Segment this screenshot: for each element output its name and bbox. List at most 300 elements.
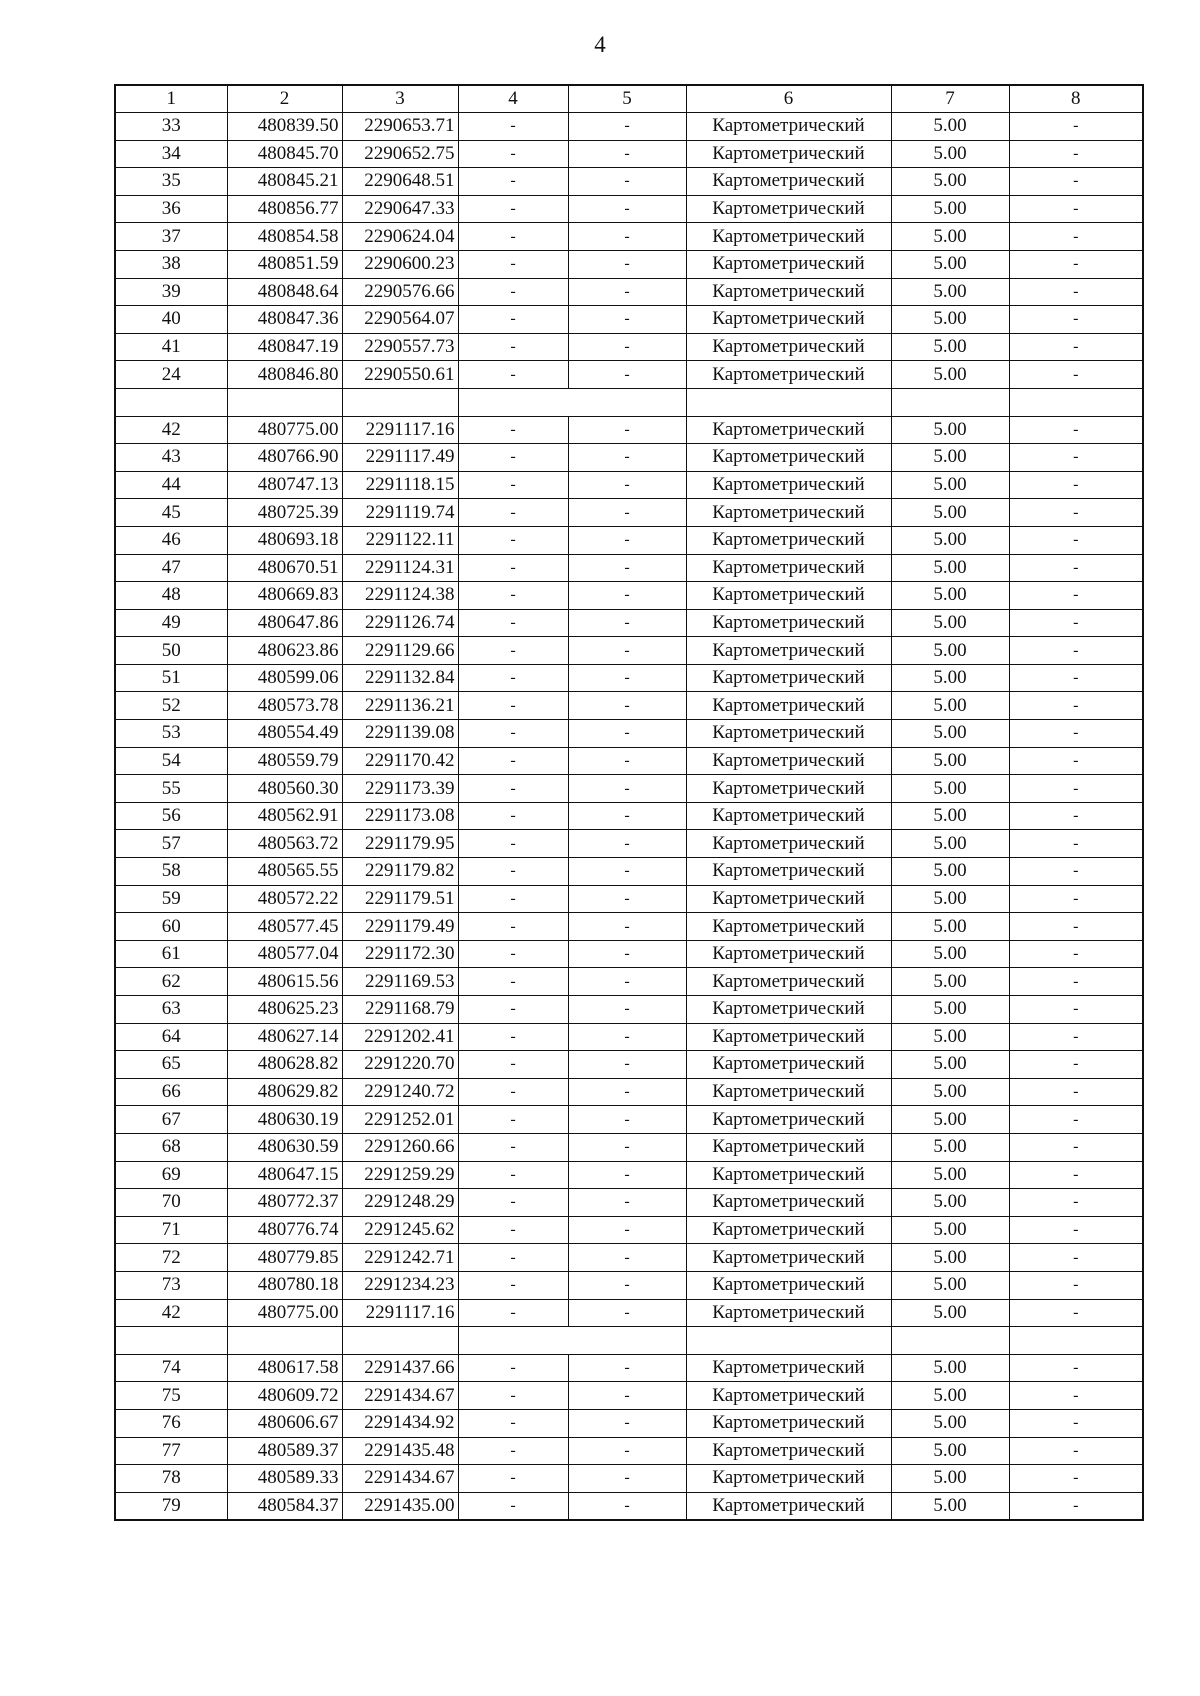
table-row <box>115 582 1143 610</box>
table-cell-col-8: - <box>1009 444 1143 472</box>
table-cell-col-8: - <box>1009 720 1143 748</box>
table-cell-col-2: 480627.14 <box>227 1023 342 1051</box>
table-cell-col-4: - <box>458 1437 568 1465</box>
table-row <box>115 554 1143 582</box>
table-cell-col-8: - <box>1009 526 1143 554</box>
table-cell-col-3: 2290624.04 <box>342 223 458 251</box>
table-cell-col-3: 2290564.07 <box>342 306 458 334</box>
table-cell-col-7: 5.00 <box>891 195 1009 223</box>
table-cell-col-6: Картометрический <box>686 1492 891 1520</box>
table-cell-col-8: - <box>1009 361 1143 389</box>
table-cell-col-2: 480772.37 <box>227 1189 342 1217</box>
table-header-row <box>115 85 1143 113</box>
table-cell-col-6: Картометрический <box>686 1161 891 1189</box>
table-cell-col-3: 2291202.41 <box>342 1023 458 1051</box>
table-cell-col-2: 480780.18 <box>227 1271 342 1299</box>
empty-cell <box>891 1327 1009 1355</box>
table-cell-col-2: 480609.72 <box>227 1382 342 1410</box>
table-cell-col-1: 33 <box>115 113 227 141</box>
table-cell-col-7: 5.00 <box>891 858 1009 886</box>
table-cell-col-1: 69 <box>115 1161 227 1189</box>
table-cell-col-8: - <box>1009 1133 1143 1161</box>
table-cell-col-4: - <box>458 1216 568 1244</box>
table-cell-col-1: 73 <box>115 1271 227 1299</box>
table-cell-col-3: 2291259.29 <box>342 1161 458 1189</box>
table-cell-col-2: 480693.18 <box>227 526 342 554</box>
table-cell-col-2: 480577.04 <box>227 940 342 968</box>
table-cell-col-2: 480572.22 <box>227 885 342 913</box>
table-cell-col-1: 46 <box>115 526 227 554</box>
table-cell-col-7: 5.00 <box>891 444 1009 472</box>
table-cell-col-6: Картометрический <box>686 1133 891 1161</box>
table-cell-col-7: 5.00 <box>891 802 1009 830</box>
table-cell-col-7: 5.00 <box>891 747 1009 775</box>
table-cell-col-8: - <box>1009 885 1143 913</box>
table-cell-col-6: Картометрический <box>686 747 891 775</box>
table-row <box>115 306 1143 334</box>
table-cell-col-5: - <box>568 968 686 996</box>
table-cell-col-2: 480617.58 <box>227 1354 342 1382</box>
table-cell-col-8: - <box>1009 1492 1143 1520</box>
table-cell-col-8: - <box>1009 554 1143 582</box>
table-row <box>115 1492 1143 1520</box>
table-cell-col-4: - <box>458 1382 568 1410</box>
empty-cell <box>458 388 686 416</box>
table-cell-col-4: - <box>458 692 568 720</box>
table-cell-col-2: 480615.56 <box>227 968 342 996</box>
table-row <box>115 1078 1143 1106</box>
table-cell-col-6: Картометрический <box>686 444 891 472</box>
table-cell-col-1: 55 <box>115 775 227 803</box>
table-cell-col-3: 2290647.33 <box>342 195 458 223</box>
table-cell-col-6: Картометрический <box>686 802 891 830</box>
table-cell-col-2: 480563.72 <box>227 830 342 858</box>
table-cell-col-5: - <box>568 1465 686 1493</box>
table-cell-col-7: 5.00 <box>891 1023 1009 1051</box>
table-cell-col-8: - <box>1009 471 1143 499</box>
table-cell-col-8: - <box>1009 996 1143 1024</box>
table-cell-col-1: 76 <box>115 1409 227 1437</box>
table-cell-col-2: 480670.51 <box>227 554 342 582</box>
table-cell-col-3: 2291173.08 <box>342 802 458 830</box>
table-cell-col-2: 480669.83 <box>227 582 342 610</box>
table-cell-col-3: 2291179.49 <box>342 913 458 941</box>
table-cell-col-5: - <box>568 361 686 389</box>
table-cell-col-8: - <box>1009 858 1143 886</box>
column-header-2: 2 <box>227 85 342 113</box>
table-row <box>115 747 1143 775</box>
table-cell-col-1: 45 <box>115 499 227 527</box>
table-cell-col-2: 480623.86 <box>227 637 342 665</box>
table-cell-col-8: - <box>1009 968 1143 996</box>
table-cell-col-3: 2290576.66 <box>342 278 458 306</box>
table-cell-col-6: Картометрический <box>686 1078 891 1106</box>
table-cell-col-8: - <box>1009 1189 1143 1217</box>
table-cell-col-2: 480589.33 <box>227 1465 342 1493</box>
table-cell-col-5: - <box>568 1189 686 1217</box>
table-cell-col-2: 480845.21 <box>227 168 342 196</box>
table-cell-col-7: 5.00 <box>891 416 1009 444</box>
table-cell-col-3: 2291132.84 <box>342 664 458 692</box>
table-cell-col-4: - <box>458 113 568 141</box>
table-cell-col-1: 59 <box>115 885 227 913</box>
empty-cell <box>342 1327 458 1355</box>
table-cell-col-2: 480599.06 <box>227 664 342 692</box>
table-cell-col-8: - <box>1009 499 1143 527</box>
table-cell-col-1: 50 <box>115 637 227 665</box>
empty-cell <box>115 388 227 416</box>
table-cell-col-1: 44 <box>115 471 227 499</box>
table-cell-col-5: - <box>568 1078 686 1106</box>
table-cell-col-7: 5.00 <box>891 1271 1009 1299</box>
table-cell-col-8: - <box>1009 1465 1143 1493</box>
table-cell-col-7: 5.00 <box>891 830 1009 858</box>
table-cell-col-5: - <box>568 830 686 858</box>
table-cell-col-5: - <box>568 444 686 472</box>
table-cell-col-5: - <box>568 1354 686 1382</box>
table-row <box>115 775 1143 803</box>
table-cell-col-2: 480554.49 <box>227 720 342 748</box>
table-row <box>115 499 1143 527</box>
table-cell-col-6: Картометрический <box>686 775 891 803</box>
table-cell-col-7: 5.00 <box>891 140 1009 168</box>
table-cell-col-8: - <box>1009 582 1143 610</box>
table-cell-col-5: - <box>568 416 686 444</box>
table-cell-col-3: 2291179.82 <box>342 858 458 886</box>
table-cell-col-2: 480562.91 <box>227 802 342 830</box>
table-cell-col-4: - <box>458 499 568 527</box>
table-cell-col-3: 2291124.38 <box>342 582 458 610</box>
empty-cell <box>1009 388 1143 416</box>
table-cell-col-5: - <box>568 885 686 913</box>
table-cell-col-5: - <box>568 223 686 251</box>
table-cell-col-8: - <box>1009 1161 1143 1189</box>
table-cell-col-8: - <box>1009 168 1143 196</box>
table-cell-col-4: - <box>458 416 568 444</box>
table-cell-col-3: 2291179.95 <box>342 830 458 858</box>
table-cell-col-2: 480845.70 <box>227 140 342 168</box>
table-cell-col-8: - <box>1009 416 1143 444</box>
table-cell-col-3: 2290648.51 <box>342 168 458 196</box>
table-row <box>115 526 1143 554</box>
table-cell-col-1: 40 <box>115 306 227 334</box>
table-row <box>115 1354 1143 1382</box>
table-cell-col-1: 38 <box>115 250 227 278</box>
table-cell-col-6: Картометрический <box>686 140 891 168</box>
table-cell-col-6: Картометрический <box>686 1465 891 1493</box>
table-cell-col-5: - <box>568 940 686 968</box>
table-cell-col-2: 480573.78 <box>227 692 342 720</box>
table-cell-col-5: - <box>568 1244 686 1272</box>
table-cell-col-6: Картометрический <box>686 1354 891 1382</box>
table-cell-col-2: 480629.82 <box>227 1078 342 1106</box>
table-cell-col-5: - <box>568 913 686 941</box>
table-cell-col-8: - <box>1009 1409 1143 1437</box>
table-cell-col-4: - <box>458 1133 568 1161</box>
table-cell-col-5: - <box>568 720 686 748</box>
table-cell-col-5: - <box>568 692 686 720</box>
table-cell-col-3: 2291172.30 <box>342 940 458 968</box>
table-cell-col-5: - <box>568 637 686 665</box>
table-cell-col-3: 2291117.16 <box>342 416 458 444</box>
table-cell-col-2: 480776.74 <box>227 1216 342 1244</box>
table-cell-col-7: 5.00 <box>891 1133 1009 1161</box>
table-cell-col-5: - <box>568 775 686 803</box>
table-cell-col-8: - <box>1009 1078 1143 1106</box>
table-cell-col-2: 480851.59 <box>227 250 342 278</box>
table-cell-col-4: - <box>458 1244 568 1272</box>
table-cell-col-7: 5.00 <box>891 1161 1009 1189</box>
table-cell-col-2: 480565.55 <box>227 858 342 886</box>
table-cell-col-1: 37 <box>115 223 227 251</box>
table-cell-col-2: 480577.45 <box>227 913 342 941</box>
table-cell-col-7: 5.00 <box>891 582 1009 610</box>
table-cell-col-7: 5.00 <box>891 609 1009 637</box>
table-cell-col-7: 5.00 <box>891 250 1009 278</box>
table-cell-col-7: 5.00 <box>891 1216 1009 1244</box>
table-row <box>115 471 1143 499</box>
table-cell-col-2: 480847.36 <box>227 306 342 334</box>
table-cell-col-1: 61 <box>115 940 227 968</box>
table-cell-col-1: 78 <box>115 1465 227 1493</box>
table-cell-col-3: 2291434.92 <box>342 1409 458 1437</box>
table-cell-col-1: 65 <box>115 1051 227 1079</box>
table-cell-col-8: - <box>1009 1051 1143 1079</box>
table-cell-col-2: 480847.19 <box>227 333 342 361</box>
table-cell-col-6: Картометрический <box>686 113 891 141</box>
table-cell-col-1: 54 <box>115 747 227 775</box>
table-cell-col-4: - <box>458 609 568 637</box>
table-cell-col-1: 47 <box>115 554 227 582</box>
table-cell-col-5: - <box>568 471 686 499</box>
empty-cell <box>227 1327 342 1355</box>
table-cell-col-1: 39 <box>115 278 227 306</box>
table-cell-col-1: 49 <box>115 609 227 637</box>
table-cell-col-6: Картометрический <box>686 1382 891 1410</box>
table-cell-col-7: 5.00 <box>891 1106 1009 1134</box>
table-cell-col-2: 480647.15 <box>227 1161 342 1189</box>
table-cell-col-3: 2291139.08 <box>342 720 458 748</box>
table-cell-col-4: - <box>458 637 568 665</box>
table-row <box>115 1244 1143 1272</box>
table-cell-col-5: - <box>568 113 686 141</box>
table-cell-col-4: - <box>458 223 568 251</box>
table-cell-col-4: - <box>458 361 568 389</box>
table-cell-col-6: Картометрический <box>686 1023 891 1051</box>
empty-cell <box>891 388 1009 416</box>
table-cell-col-1: 52 <box>115 692 227 720</box>
table-row <box>115 1133 1143 1161</box>
table-cell-col-5: - <box>568 582 686 610</box>
table-row <box>115 885 1143 913</box>
table-row <box>115 609 1143 637</box>
table-cell-col-8: - <box>1009 913 1143 941</box>
table-cell-col-4: - <box>458 1023 568 1051</box>
table-cell-col-1: 64 <box>115 1023 227 1051</box>
table-cell-col-2: 480856.77 <box>227 195 342 223</box>
table-cell-col-8: - <box>1009 940 1143 968</box>
empty-cell <box>686 388 891 416</box>
table-cell-col-2: 480775.00 <box>227 416 342 444</box>
table-cell-col-7: 5.00 <box>891 637 1009 665</box>
table-row <box>115 968 1143 996</box>
table-cell-col-6: Картометрический <box>686 858 891 886</box>
table-cell-col-5: - <box>568 1161 686 1189</box>
table-cell-col-6: Картометрический <box>686 940 891 968</box>
table-cell-col-4: - <box>458 250 568 278</box>
table-cell-col-8: - <box>1009 802 1143 830</box>
table-cell-col-8: - <box>1009 1271 1143 1299</box>
table-cell-col-5: - <box>568 250 686 278</box>
table-cell-col-7: 5.00 <box>891 885 1009 913</box>
table-cell-col-5: - <box>568 664 686 692</box>
table-cell-col-5: - <box>568 140 686 168</box>
table-cell-col-5: - <box>568 1409 686 1437</box>
table-cell-col-6: Картометрический <box>686 1299 891 1327</box>
table-cell-col-7: 5.00 <box>891 1051 1009 1079</box>
table-cell-col-4: - <box>458 1492 568 1520</box>
table-cell-col-4: - <box>458 968 568 996</box>
table-cell-col-1: 63 <box>115 996 227 1024</box>
table-cell-col-8: - <box>1009 1244 1143 1272</box>
table-cell-col-2: 480779.85 <box>227 1244 342 1272</box>
table-cell-col-1: 72 <box>115 1244 227 1272</box>
table-cell-col-4: - <box>458 996 568 1024</box>
table-cell-col-4: - <box>458 830 568 858</box>
table-cell-col-8: - <box>1009 195 1143 223</box>
table-cell-col-6: Картометрический <box>686 499 891 527</box>
table-cell-col-6: Картометрический <box>686 333 891 361</box>
table-cell-col-5: - <box>568 278 686 306</box>
table-cell-col-1: 35 <box>115 168 227 196</box>
table-cell-col-6: Картометрический <box>686 885 891 913</box>
table-row <box>115 140 1143 168</box>
table-cell-col-6: Картометрический <box>686 471 891 499</box>
table-cell-col-4: - <box>458 913 568 941</box>
table-cell-col-7: 5.00 <box>891 968 1009 996</box>
table-cell-col-5: - <box>568 526 686 554</box>
table-cell-col-3: 2291435.00 <box>342 1492 458 1520</box>
table-cell-col-1: 67 <box>115 1106 227 1134</box>
table-cell-col-7: 5.00 <box>891 1244 1009 1272</box>
table-row <box>115 692 1143 720</box>
table-cell-col-6: Картометрический <box>686 1437 891 1465</box>
empty-cell <box>458 1327 686 1355</box>
table-cell-col-5: - <box>568 1492 686 1520</box>
table-cell-col-8: - <box>1009 609 1143 637</box>
table-row <box>115 858 1143 886</box>
table-cell-col-3: 2291234.23 <box>342 1271 458 1299</box>
table-cell-col-3: 2291169.53 <box>342 968 458 996</box>
table-row <box>115 1409 1143 1437</box>
table-cell-col-6: Картометрический <box>686 609 891 637</box>
table-cell-col-8: - <box>1009 1216 1143 1244</box>
table-cell-col-7: 5.00 <box>891 471 1009 499</box>
table-cell-col-5: - <box>568 168 686 196</box>
table-cell-col-3: 2291252.01 <box>342 1106 458 1134</box>
table-cell-col-1: 43 <box>115 444 227 472</box>
table-cell-col-6: Картометрический <box>686 582 891 610</box>
table-cell-col-5: - <box>568 1216 686 1244</box>
table-cell-col-6: Картометрический <box>686 913 891 941</box>
table-cell-col-6: Картометрический <box>686 968 891 996</box>
table-cell-col-1: 58 <box>115 858 227 886</box>
table-cell-col-3: 2291136.21 <box>342 692 458 720</box>
table-cell-col-7: 5.00 <box>891 333 1009 361</box>
table-cell-col-2: 480628.82 <box>227 1051 342 1079</box>
table-cell-col-8: - <box>1009 223 1143 251</box>
table-row <box>115 913 1143 941</box>
table-row <box>115 664 1143 692</box>
table-cell-col-7: 5.00 <box>891 1465 1009 1493</box>
table-cell-col-5: - <box>568 1382 686 1410</box>
table-cell-col-6: Картометрический <box>686 195 891 223</box>
table-cell-col-3: 2290557.73 <box>342 333 458 361</box>
table-cell-col-7: 5.00 <box>891 306 1009 334</box>
table-cell-col-6: Картометрический <box>686 526 891 554</box>
table-cell-col-7: 5.00 <box>891 1492 1009 1520</box>
table-cell-col-6: Картометрический <box>686 361 891 389</box>
table-cell-col-5: - <box>568 499 686 527</box>
table-cell-col-6: Картометрический <box>686 416 891 444</box>
table-cell-col-2: 480625.23 <box>227 996 342 1024</box>
table-row <box>115 720 1143 748</box>
column-header-4: 4 <box>458 85 568 113</box>
table-cell-col-4: - <box>458 1189 568 1217</box>
table-cell-col-5: - <box>568 1437 686 1465</box>
table-cell-col-8: - <box>1009 830 1143 858</box>
table-cell-col-7: 5.00 <box>891 1409 1009 1437</box>
coordinates-table <box>114 84 1144 1521</box>
table-cell-col-1: 51 <box>115 664 227 692</box>
table-cell-col-2: 480846.80 <box>227 361 342 389</box>
table-cell-col-8: - <box>1009 747 1143 775</box>
table-row <box>115 1023 1143 1051</box>
table-cell-col-2: 480848.64 <box>227 278 342 306</box>
table-cell-col-5: - <box>568 333 686 361</box>
table-cell-col-5: - <box>568 1106 686 1134</box>
table-cell-col-1: 42 <box>115 416 227 444</box>
table-cell-col-4: - <box>458 1465 568 1493</box>
table-row <box>115 1161 1143 1189</box>
table-cell-col-6: Картометрический <box>686 830 891 858</box>
column-header-5: 5 <box>568 85 686 113</box>
table-cell-col-1: 34 <box>115 140 227 168</box>
table-cell-col-4: - <box>458 1161 568 1189</box>
column-header-7: 7 <box>891 85 1009 113</box>
table-cell-col-1: 68 <box>115 1133 227 1161</box>
table-cell-col-1: 42 <box>115 1299 227 1327</box>
table-cell-col-8: - <box>1009 1382 1143 1410</box>
table-cell-col-4: - <box>458 195 568 223</box>
table-row <box>115 637 1143 665</box>
table-row <box>115 250 1143 278</box>
table-cell-col-3: 2291434.67 <box>342 1465 458 1493</box>
table-cell-col-7: 5.00 <box>891 361 1009 389</box>
table-cell-col-4: - <box>458 278 568 306</box>
table-cell-col-8: - <box>1009 775 1143 803</box>
table-cell-col-2: 480606.67 <box>227 1409 342 1437</box>
table-cell-col-1: 62 <box>115 968 227 996</box>
table-cell-col-8: - <box>1009 637 1143 665</box>
table-row <box>115 278 1143 306</box>
table-cell-col-4: - <box>458 554 568 582</box>
table-cell-col-8: - <box>1009 333 1143 361</box>
page-number: 4 <box>594 32 606 57</box>
table-cell-col-6: Картометрический <box>686 223 891 251</box>
table-cell-col-7: 5.00 <box>891 940 1009 968</box>
table-cell-col-4: - <box>458 720 568 748</box>
